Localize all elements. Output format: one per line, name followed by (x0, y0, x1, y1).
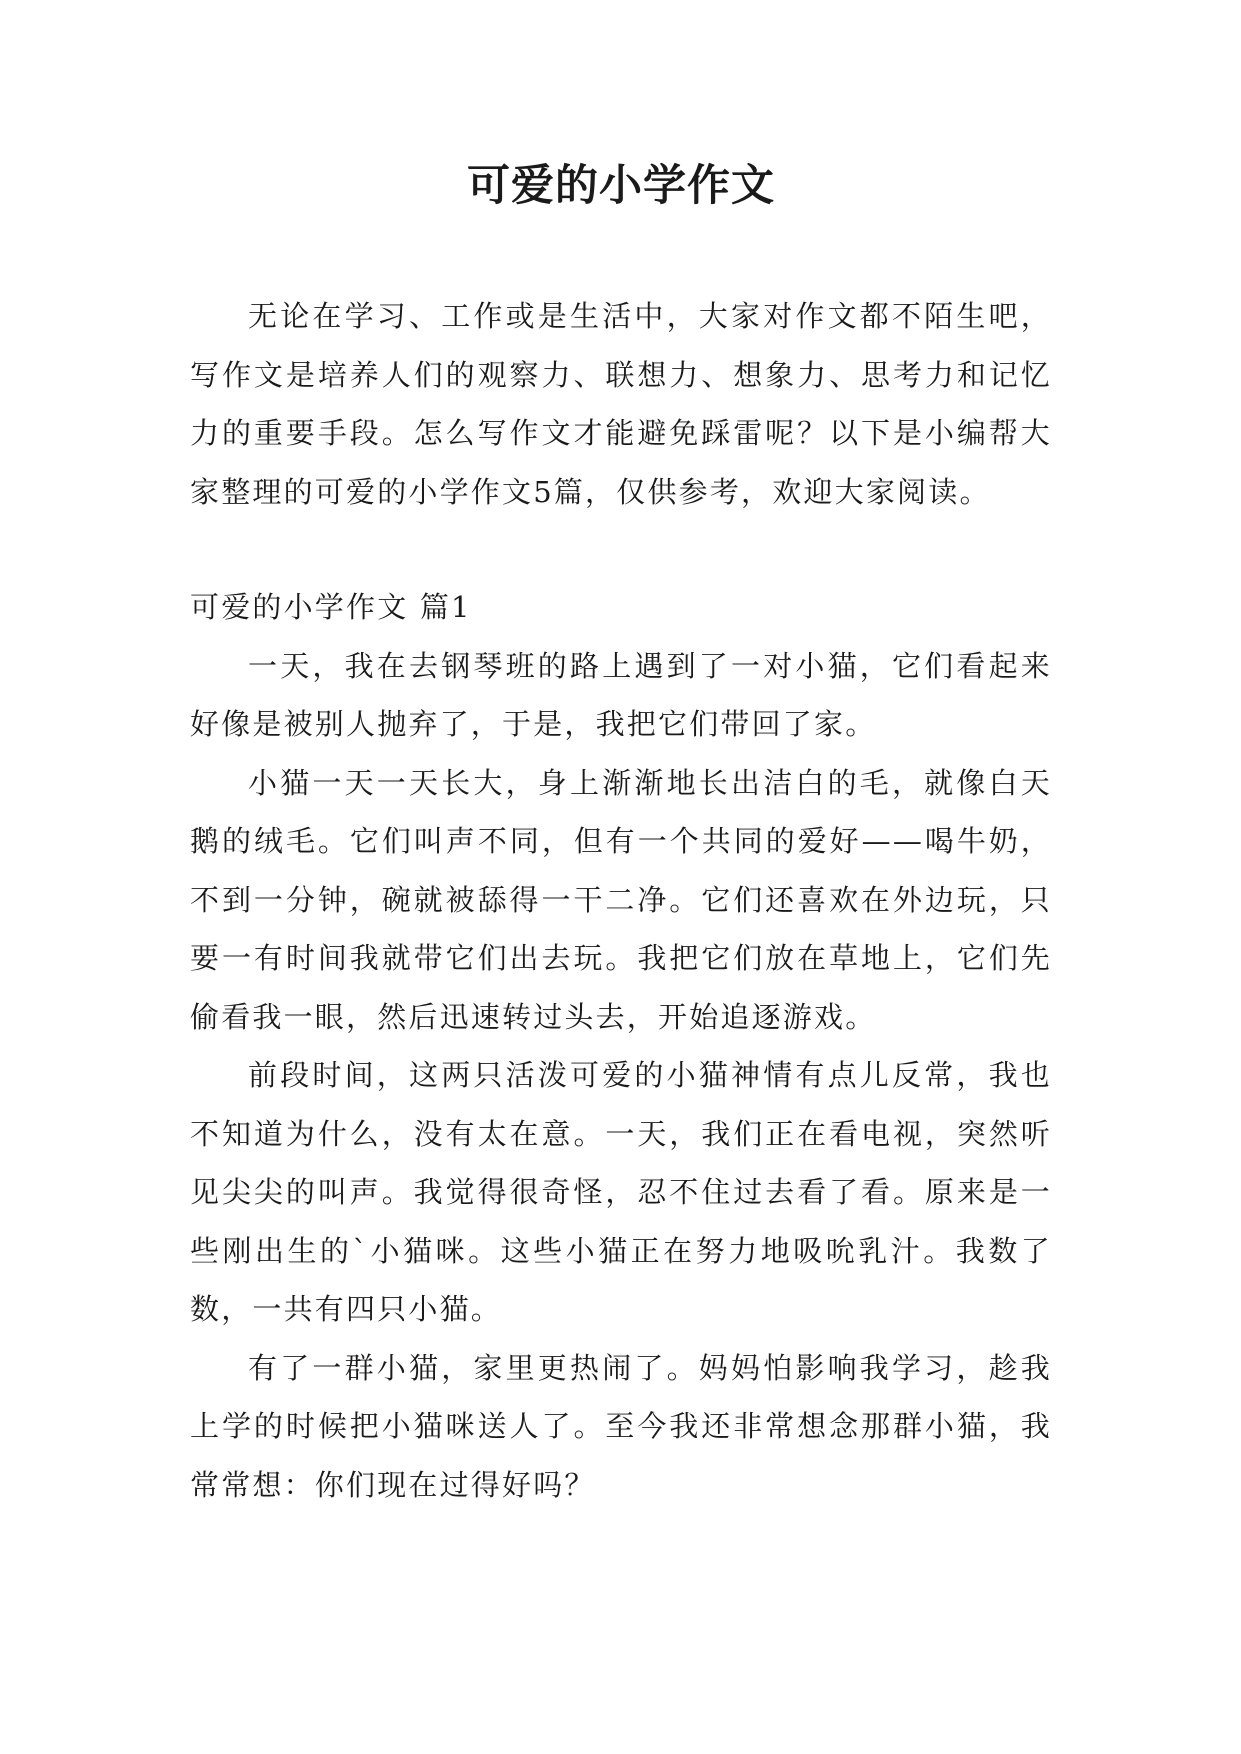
body-paragraph: 一天，我在去钢琴班的路上遇到了一对小猫，它们看起来好像是被别人抛弃了，于是，我把它们带回了家。 (190, 648, 1052, 741)
body-paragraph: 有了一群小猫，家里更热闹了。妈妈怕影响我学习，趁我上学的时候把小猫咪送人了。至今我还非常想念那群小猫，我常常想：你们现在过得好吗？ (190, 1350, 1052, 1502)
intro-paragraph: 无论在学习、工作或是生活中，大家对作文都不陌生吧，写作文是培养人们的观察力、联想力、想象力、思考力和记忆力的重要手段。怎么写作文才能避免踩雷呢？以下是小编帮大家整理的可爱的小学作文5篇，仅供参考，欢迎大家阅读。 (190, 299, 1052, 509)
body-paragraph: 前段时间，这两只活泼可爱的小猫神情有点儿反常，我也不知道为什么，没有太在意。一天，我们正在看电视，突然听见尖尖的叫声。我觉得很奇怪，忍不住过去看了看。原来是一些刚出生的`小猫咪。这些小猫正在努力地吸吮乳汁。我数了数，一共有四只小猫。 (190, 1058, 1052, 1326)
body-paragraph: 小猫一天一天长大，身上渐渐地长出洁白的毛，就像白天鹅的绒毛。它们叫声不同，但有一个共同的爱好——喝牛奶，不到一分钟，碗就被舔得一干二净。它们还喜欢在外边玩，只要一有时间我就带它们出去玩。我把它们放在草地上，它们先偷看我一眼，然后迅速转过头去，开始追逐游戏。 (190, 765, 1052, 1034)
document-body (190, 287, 1052, 1514)
section-heading: 可爱的小学作文 篇1 (190, 590, 472, 624)
document-title: 可爱的小学作文 (467, 161, 775, 211)
